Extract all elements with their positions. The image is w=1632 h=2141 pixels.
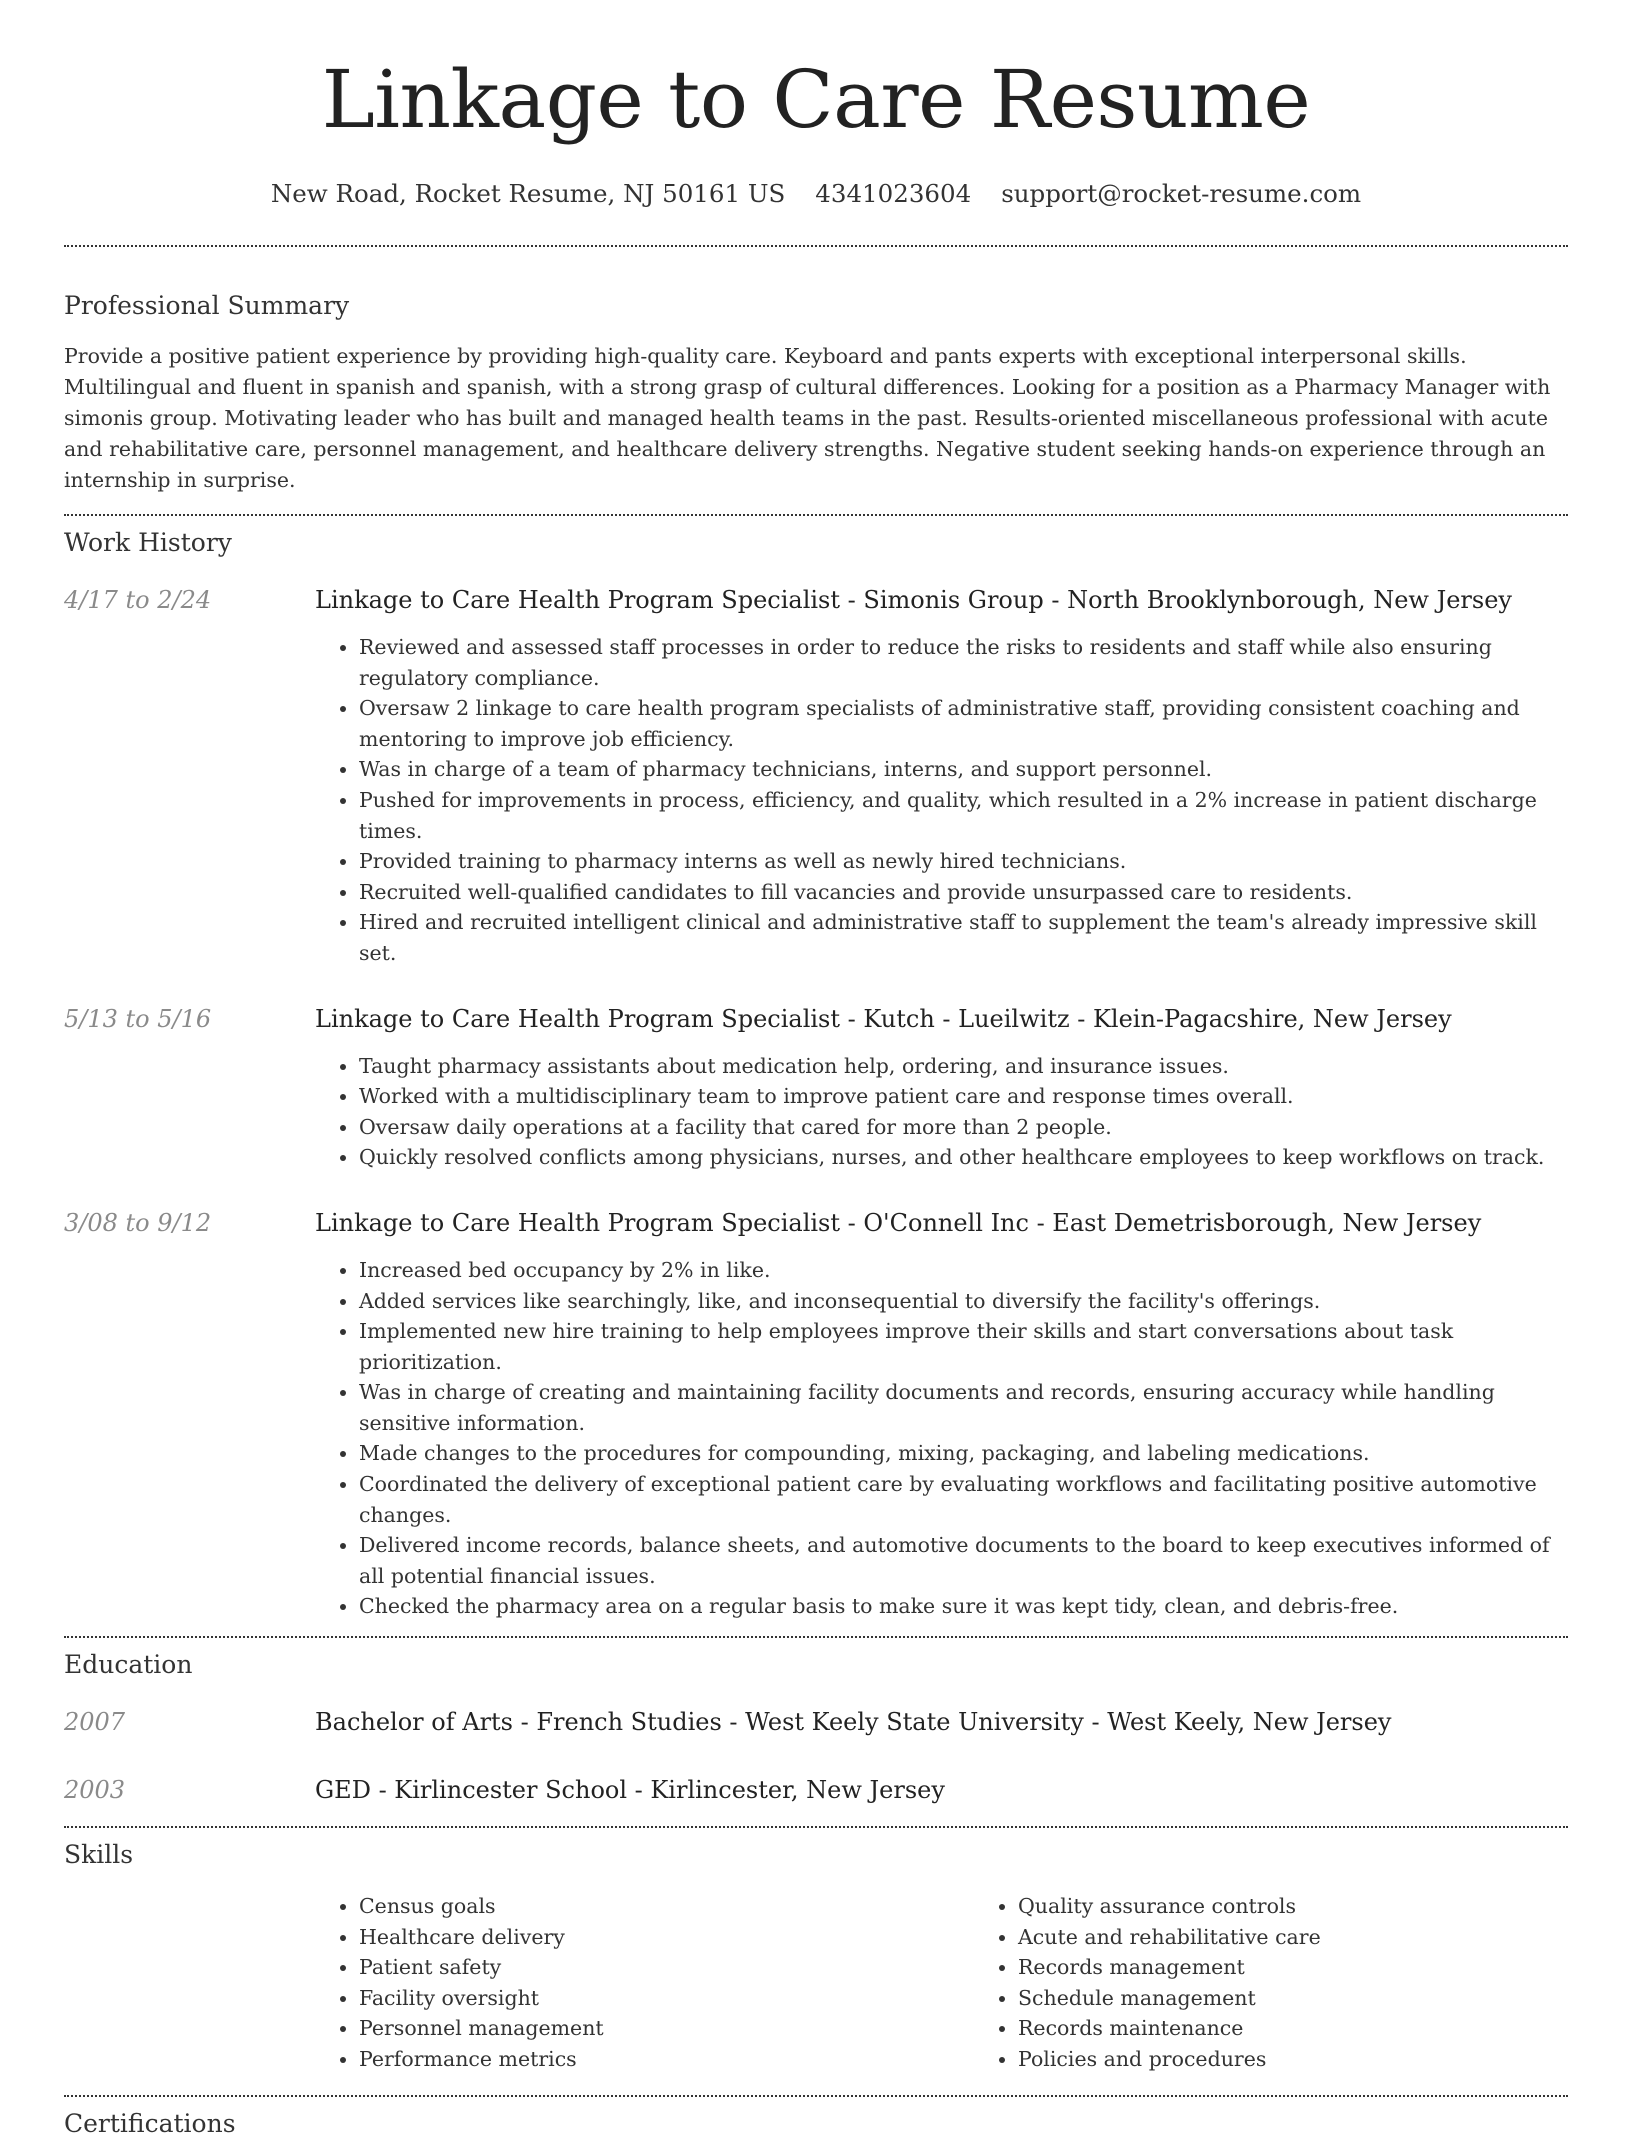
list-item: • Patient safety xyxy=(359,1952,974,1983)
divider xyxy=(64,514,1568,516)
skills-columns xyxy=(315,1891,1568,2075)
education-date: 2003 xyxy=(64,1776,126,1805)
list-item: • Implemented new hire training to help employees improve their skills and start conversations about task prioritization. xyxy=(359,1316,1568,1377)
list-item: • Oversaw 2 linkage to care health program specialists of administrative staff, providing consistent coaching and mentoring to improve job efficiency. xyxy=(359,693,1568,754)
job-body xyxy=(315,584,1568,969)
divider xyxy=(64,1636,1568,1638)
list-item: • Policies and procedures xyxy=(1018,2044,1632,2075)
list-item: • Oversaw daily operations at a facility that cared for more than 2 people. xyxy=(359,1112,1568,1143)
list-item: • Worked with a multidisciplinary team to improve patient care and response times overall. xyxy=(359,1081,1568,1112)
summary-text: Provide a positive patient experience by providing high-quality care. Keyboard and pants experts with exceptional interpersonal skills. Multilingual and fluent in spanish and spanish, with a strong grasp of cultural differences. Looking for a position as a Pharmacy Manager with simonis group. Motivating leader who has built and managed health teams in the past. Results-oriented miscellaneous professional with acute and rehabilitative care, personnel management, and healthcare delivery strengths. Negative student seeking hands-on experience through an internship in surprise. xyxy=(64,344,1551,492)
education-body xyxy=(315,1774,1568,1806)
job-bullets xyxy=(315,632,1568,969)
education-entry xyxy=(64,1774,1568,1806)
contact-phone: 4341023604 xyxy=(815,179,972,208)
job-entry xyxy=(64,1003,1568,1173)
list-item: • Acute and rehabilitative care xyxy=(1018,1922,1632,1953)
education-title: Bachelor of Arts - French Studies - West Keely State University - West Keely, New Jersey xyxy=(315,1708,1392,1737)
job-body xyxy=(315,1003,1568,1173)
list-item: • Records management xyxy=(1018,1952,1632,1983)
list-item: • Census goals xyxy=(359,1891,974,1922)
section-title-education: Education xyxy=(64,1650,193,1680)
job-body xyxy=(315,1207,1568,1622)
skills-list-left xyxy=(315,1891,974,2075)
resume-page xyxy=(64,0,1568,2141)
job-entry xyxy=(64,584,1568,969)
list-item: • Recruited well-qualified candidates to fill vacancies and provide unsurpassed care to residents. xyxy=(359,877,1568,908)
job-title: Linkage to Care Health Program Specialist - Simonis Group - North Brooklynborough, New Jersey xyxy=(315,586,1512,614)
job-title: Linkage to Care Health Program Specialist - O'Connell Inc - East Demetrisborough, New Jersey xyxy=(315,1208,1482,1237)
list-item: • Records maintenance xyxy=(1018,2013,1632,2044)
list-item: • Checked the pharmacy area on a regular basis to make sure it was kept tidy, clean, and debris-free. xyxy=(359,1591,1568,1622)
job-title: Linkage to Care Health Program Specialist - Kutch - Lueilwitz - Klein-Pagacshire, New Jersey xyxy=(315,1004,1452,1033)
list-item: • Added services like searchingly, like, and inconsequential to diversify the facility's offerings. xyxy=(359,1286,1568,1317)
divider xyxy=(64,245,1568,247)
list-item: • Reviewed and assessed staff processes in order to reduce the risks to residents and staff while also ensuring regulatory compliance. xyxy=(359,632,1568,693)
list-item: • Was in charge of creating and maintaining facility documents and records, ensuring accuracy while handling sensitive information. xyxy=(359,1377,1568,1438)
divider xyxy=(64,1826,1568,1828)
list-item: • Schedule management xyxy=(1018,1983,1632,2014)
job-entry xyxy=(64,1207,1568,1622)
section-title-work-history: Work History xyxy=(64,528,232,557)
list-item: • Increased bed occupancy by 2% in like. xyxy=(359,1255,1568,1286)
education-title: GED - Kirlincester School - Kirlincester, New Jersey xyxy=(315,1776,945,1805)
education-body xyxy=(315,1706,1568,1738)
list-item: • Pushed for improvements in process, efficiency, and quality, which resulted in a 2% increase in patient discharge times. xyxy=(359,785,1568,846)
list-item: • Hired and recruited intelligent clinical and administrative staff to supplement the team's already impressive skill set. xyxy=(359,907,1568,968)
resume-title: Linkage to Care Resume xyxy=(321,53,1311,146)
list-item: • Taught pharmacy assistants about medication help, ordering, and insurance issues. xyxy=(359,1051,1568,1082)
contact-line xyxy=(64,178,1568,210)
education-date: 2007 xyxy=(64,1708,126,1737)
contact-address: New Road, Rocket Resume, NJ 50161 US xyxy=(270,179,786,208)
job-date: 5/13 to 5/16 xyxy=(64,1004,212,1033)
list-item: • Was in charge of a team of pharmacy technicians, interns, and support personnel. xyxy=(359,754,1568,785)
job-date: 3/08 to 9/12 xyxy=(64,1208,212,1237)
job-bullets xyxy=(315,1051,1568,1173)
list-item: • Delivered income records, balance sheets, and automotive documents to the board to keep executives informed of all potential financial issues. xyxy=(359,1530,1568,1591)
list-item: • Coordinated the delivery of exceptional patient care by evaluating workflows and facilitating positive automotive changes. xyxy=(359,1469,1568,1530)
list-item: • Performance metrics xyxy=(359,2044,974,2075)
education-entry xyxy=(64,1706,1568,1738)
section-title-summary: Professional Summary xyxy=(64,291,350,320)
job-date: 4/17 to 2/24 xyxy=(64,586,212,614)
list-item: • Personnel management xyxy=(359,2013,974,2044)
job-bullets xyxy=(315,1255,1568,1622)
list-item: • Healthcare delivery xyxy=(359,1922,974,1953)
list-item: • Quickly resolved conflicts among physicians, nurses, and other healthcare employees to keep workflows on track. xyxy=(359,1142,1568,1173)
list-item: • Made changes to the procedures for compounding, mixing, packaging, and labeling medications. xyxy=(359,1438,1568,1469)
section-title-certifications: Certifications xyxy=(64,2108,236,2138)
list-item: • Facility oversight xyxy=(359,1983,974,2014)
list-item: • Provided training to pharmacy interns as well as newly hired technicians. xyxy=(359,846,1568,877)
contact-email: support@rocket-resume.com xyxy=(1001,179,1362,208)
list-item: • Quality assurance controls xyxy=(1018,1891,1632,1922)
divider xyxy=(64,2095,1568,2097)
section-title-skills: Skills xyxy=(64,1840,134,1870)
skills-list-right xyxy=(974,1891,1632,2075)
